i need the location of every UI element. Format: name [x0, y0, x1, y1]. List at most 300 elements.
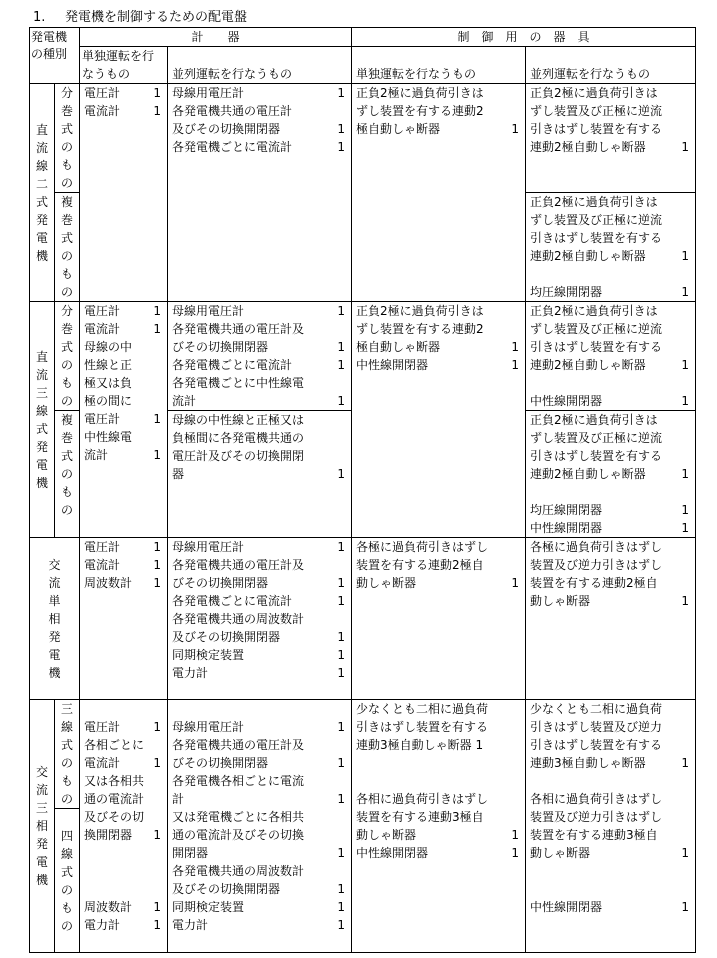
line-text: 負極間に各発電機共通の: [172, 431, 305, 445]
line-text: [84, 702, 88, 716]
line-text: びその切換開閉器: [172, 576, 269, 590]
cell-line: [168, 138, 351, 156]
header-gen-type: 発電機の種別: [30, 28, 80, 84]
line-text: 装置及び逆力引きはずし: [530, 558, 663, 572]
cell-line: [168, 465, 351, 483]
line-text: 電流計: [84, 104, 121, 118]
dc3-compound-parallel-meters: [168, 411, 352, 538]
quantity: 1: [511, 340, 519, 354]
cell-line: [168, 844, 351, 862]
cell-line: [80, 754, 167, 772]
dc2-label: [30, 84, 55, 302]
cell-line: [526, 338, 695, 356]
line-text: 開閉器: [172, 846, 209, 860]
cell-line: [526, 392, 695, 410]
quantity: 1: [681, 358, 689, 372]
cell-line: [168, 120, 351, 138]
line-text: 動しゃ断器: [356, 576, 417, 590]
line-text: 及びその切: [84, 810, 145, 824]
line-text: 引きはずし装置を有する: [530, 340, 663, 354]
line-text: [530, 882, 534, 896]
dc3-compound-label: [55, 411, 80, 538]
cell-line: [526, 754, 695, 772]
line-text: 連動2極自動しゃ断器: [530, 358, 646, 372]
quantity: 1: [681, 394, 689, 408]
line-text: [172, 702, 176, 716]
line-text: 換開閉器: [84, 828, 133, 842]
line-text: [530, 774, 534, 788]
line-text: 連動2極自動しゃ断器: [530, 249, 646, 263]
cell-line: [526, 302, 695, 320]
dc2-compound-label: [55, 193, 80, 302]
line-text: 母線用電圧計: [172, 720, 245, 734]
line-text: 各発電機各相ごとに電流: [172, 774, 305, 788]
vertical-label: 交 流 三 相 発 電 機: [35, 765, 48, 887]
dc2-shunt-parallel-control: [526, 84, 696, 193]
cell-line: [526, 556, 695, 574]
quantity: 1: [337, 792, 345, 806]
quantity: 1: [337, 86, 345, 100]
cell-line: [80, 898, 167, 916]
quantity: 1: [337, 594, 345, 608]
quantity: 1: [153, 756, 161, 770]
line-text: 動しゃ断器: [356, 828, 417, 842]
line-text: 又は発電機ごとに各相共: [172, 810, 305, 824]
dc3-shunt-parallel-control: [526, 302, 696, 411]
cell-line: [526, 592, 695, 610]
cell-line: [168, 574, 351, 592]
quantity: 1: [337, 630, 345, 644]
line-text: [356, 774, 360, 788]
line-text: 母線用電圧計: [172, 86, 245, 100]
vertical-label: 直 流 線 二 式 発 電 機: [35, 122, 48, 263]
cell-line: [80, 700, 167, 718]
line-text: 各相に過負荷引きはずし: [356, 792, 489, 806]
line-text: 電圧計: [84, 720, 121, 734]
quantity: 1: [511, 846, 519, 860]
line-text: 電圧計: [84, 412, 121, 426]
line-text: 極自動しゃ断器: [356, 122, 441, 136]
quantity: 1: [153, 86, 161, 100]
dc2-compound-parallel-control: [526, 193, 696, 302]
cell-line: [352, 320, 525, 338]
line-text: 母線用電圧計: [172, 540, 245, 554]
cell-line: [168, 898, 351, 916]
line-text: 通の電流計及びその切換: [172, 828, 305, 842]
line-text: ずし装置及び正極に逆流: [530, 213, 663, 227]
dc3-shunt-label: [55, 302, 80, 411]
cell-line: [526, 844, 695, 862]
quantity: 1: [337, 140, 345, 154]
line-text: 各発電機共通の電圧計: [172, 104, 293, 118]
cell-line: [526, 574, 695, 592]
cell-line: [168, 754, 351, 772]
cell-line: [80, 356, 167, 374]
cell-line: [526, 102, 695, 120]
cell-line: [168, 429, 351, 447]
cell-line: [352, 302, 525, 320]
line-text: 中性線開閉器: [530, 394, 603, 408]
cell-line: [80, 862, 167, 880]
vertical-label: 複 巻 式 の も の: [60, 413, 73, 517]
line-text: 各発電機ごとに中性線電: [172, 376, 305, 390]
cell-line: [80, 736, 167, 754]
line-text: 装置を有する連動3極自: [356, 810, 484, 824]
cell-line: [168, 862, 351, 880]
dc2-parallel-meters: [168, 84, 352, 302]
quantity: 1: [337, 918, 345, 932]
line-text: [84, 882, 88, 896]
line-text: 及びその切換開閉器: [172, 122, 281, 136]
quantity: 1: [681, 521, 689, 535]
line-text: ずし装置及び正極に逆流: [530, 431, 663, 445]
line-text: 装置及び逆力引きはずし: [530, 810, 663, 824]
line-text: 引きはずし装置を有する: [530, 738, 663, 752]
line-text: 均圧線開閉器: [530, 285, 603, 299]
quantity: 1: [681, 249, 689, 263]
cell-line: [352, 574, 525, 592]
line-text: 電流計: [84, 322, 121, 336]
cell-line: [80, 808, 167, 826]
line-text: ずし装置を有する連動2: [356, 322, 484, 336]
header-parallel-control: 並列運転を行なうもの: [526, 47, 696, 84]
line-text: 引きはずし装置及び逆力: [530, 720, 663, 734]
quantity: 1: [337, 304, 345, 318]
line-text: 引きはずし装置を有する: [530, 231, 663, 245]
line-text: 各発電機ごとに電流計: [172, 140, 293, 154]
quantity: 1: [153, 720, 161, 734]
cell-line: [526, 501, 695, 519]
vertical-label: 交 流 単 相 発 電 機: [48, 557, 61, 680]
cell-line: [80, 772, 167, 790]
cell-line: [352, 84, 525, 102]
vertical-label: 直 流 三 線 式 発 電 機: [35, 349, 48, 490]
vertical-label: 複 巻 式 の も の: [60, 195, 73, 299]
quantity: 1: [337, 340, 345, 354]
line-text: 中性線開閉器: [356, 358, 429, 372]
cell-line: [352, 844, 525, 862]
line-text: 電流計: [84, 756, 121, 770]
line-text: 各極に過負荷引きはずし: [530, 540, 663, 554]
dc3-single-meters: [80, 302, 168, 538]
cell-line: [80, 320, 167, 338]
title-number: 1.: [33, 10, 46, 25]
vertical-label: 分 巻 式 の も の: [60, 86, 73, 190]
line-text: 装置を有する連動2極自: [530, 576, 658, 590]
cell-line: [526, 862, 695, 880]
line-text: 及びその切換開閉器: [172, 630, 281, 644]
line-text: 正負2極に過負荷引きは: [530, 413, 658, 427]
cell-line: [352, 356, 525, 374]
cell-line: [168, 302, 351, 320]
line-text: 正負2極に過負荷引きは: [356, 86, 484, 100]
quantity: 1: [337, 756, 345, 770]
line-text: 均圧線開閉器: [530, 503, 603, 517]
cell-line: [168, 374, 351, 392]
line-text: 通の電流計: [84, 792, 145, 806]
cell-line: [168, 736, 351, 754]
cell-line: [80, 374, 167, 392]
quantity: 1: [681, 467, 689, 481]
switchboard-table: [29, 27, 696, 953]
cell-line: [526, 193, 695, 211]
cell-line: [526, 826, 695, 844]
cell-line: [168, 718, 351, 736]
line-text: 引きはずし装置を有する: [530, 122, 663, 136]
line-text: 電圧計: [84, 86, 121, 100]
quantity: 1: [153, 900, 161, 914]
quantity: 1: [511, 576, 519, 590]
line-text: 性線と正: [84, 358, 133, 372]
cell-line: [526, 447, 695, 465]
cell-line: [526, 411, 695, 429]
quantity: 1: [153, 412, 161, 426]
ac3-label: [30, 700, 55, 953]
ac1-parallel-meters: [168, 538, 352, 700]
quantity: 1: [511, 828, 519, 842]
cell-line: [526, 465, 695, 483]
cell-line: [168, 392, 351, 410]
line-text: 各発電機共通の周波数計: [172, 864, 305, 878]
line-text: [84, 864, 88, 878]
quantity: 1: [337, 666, 345, 680]
cell-line: [352, 538, 525, 556]
dc3-shunt-parallel-meters: [168, 302, 352, 411]
cell-line: [352, 736, 525, 754]
line-text: [356, 756, 360, 770]
quantity: 1: [511, 122, 519, 136]
ac3-single-control: [352, 700, 526, 953]
header-meters: 計 器: [80, 28, 352, 47]
cell-line: [526, 736, 695, 754]
cell-line: [168, 338, 351, 356]
ac3-parallel-meters: [168, 700, 352, 953]
line-text: 各相ごとに: [84, 738, 145, 752]
line-text: 装置を有する連動2極自: [356, 558, 484, 572]
cell-line: [526, 265, 695, 283]
line-text: [530, 376, 534, 390]
line-text: ずし装置を有する連動2: [356, 104, 484, 118]
line-text: 動しゃ断器: [530, 594, 591, 608]
cell-line: [168, 592, 351, 610]
line-text: 動しゃ断器: [530, 846, 591, 860]
dc3-single-control: [352, 302, 526, 538]
cell-line: [526, 229, 695, 247]
cell-line: [352, 772, 525, 790]
line-text: 中性線電: [84, 430, 133, 444]
line-text: 母線の中: [84, 340, 133, 354]
cell-line: [526, 538, 695, 556]
line-text: 各相に過負荷引きはずし: [530, 792, 663, 806]
ac1-single-control: [352, 538, 526, 700]
line-text: 電力計: [172, 666, 209, 680]
cell-line: [526, 718, 695, 736]
cell-line: [352, 718, 525, 736]
quantity: 1: [681, 756, 689, 770]
line-text: 計: [172, 792, 185, 806]
cell-line: [526, 120, 695, 138]
ac3-three-wire-label: [55, 700, 80, 809]
line-text: 連動3極自動しゃ断器 1: [356, 738, 484, 752]
line-text: 極又は負: [84, 376, 133, 390]
line-text: 流計: [172, 394, 197, 408]
cell-line: [526, 700, 695, 718]
dc2-shunt-label: [55, 84, 80, 193]
header-parallel-meters: 並列運転を行なうもの: [168, 47, 352, 84]
cell-line: [80, 790, 167, 808]
cell-line: [80, 302, 167, 320]
line-text: 少なくとも二相に過負荷: [530, 702, 663, 716]
line-text: びその切換開閉器: [172, 756, 269, 770]
cell-line: [168, 556, 351, 574]
cell-line: [80, 538, 167, 556]
ac3-single-meters: [80, 700, 168, 953]
cell-line: [168, 808, 351, 826]
dc2-single-control: [352, 84, 526, 302]
cell-line: [526, 374, 695, 392]
cell-line: [80, 574, 167, 592]
line-text: [530, 267, 534, 281]
line-text: 正負2極に過負荷引きは: [530, 304, 658, 318]
cell-line: [526, 211, 695, 229]
line-text: 各発電機ごとに電流計: [172, 358, 293, 372]
cell-line: [526, 483, 695, 501]
line-text: 中性線開閉器: [530, 521, 603, 535]
header-single-control: 単独運転を行なうもの: [352, 47, 526, 84]
line-text: 連動2極自動しゃ断器: [530, 467, 646, 481]
cell-line: [168, 664, 351, 682]
cell-line: [526, 429, 695, 447]
cell-line: [526, 84, 695, 102]
cell-line: [168, 772, 351, 790]
quantity: 1: [153, 540, 161, 554]
quantity: 1: [337, 540, 345, 554]
quantity: 1: [337, 882, 345, 896]
line-text: 各発電機共通の周波数計: [172, 612, 305, 626]
line-text: 少なくとも二相に過負荷: [356, 702, 489, 716]
cell-line: [168, 700, 351, 718]
quantity: 1: [681, 140, 689, 154]
line-text: 正負2極に過負荷引きは: [530, 86, 658, 100]
quantity: 1: [681, 846, 689, 860]
line-text: ずし装置及び正極に逆流: [530, 322, 663, 336]
cell-line: [168, 411, 351, 429]
line-text: 電圧計及びその切換開閉: [172, 449, 305, 463]
cell-line: [168, 628, 351, 646]
header-single-meters: 単独運転を行なうもの: [80, 47, 168, 84]
cell-line: [80, 338, 167, 356]
quantity: 1: [511, 358, 519, 372]
quantity: 1: [681, 503, 689, 517]
cell-line: [352, 754, 525, 772]
vertical-label: 分 巻 式 の も の: [60, 304, 73, 408]
cell-line: [80, 916, 167, 934]
cell-line: [526, 320, 695, 338]
line-text: 電流計: [84, 558, 121, 572]
quantity: 1: [681, 594, 689, 608]
quantity: 1: [337, 358, 345, 372]
line-text: 装置を有する連動3極自: [530, 828, 658, 842]
cell-line: [526, 898, 695, 916]
cell-line: [526, 790, 695, 808]
document-title: [33, 9, 247, 27]
ac1-single-meters: [80, 538, 168, 700]
line-text: 各極に過負荷引きはずし: [356, 540, 489, 554]
line-text: 引きはずし装置を有する: [356, 720, 489, 734]
cell-line: [80, 826, 167, 844]
cell-line: [352, 556, 525, 574]
line-text: 極の間に: [84, 394, 133, 408]
quantity: 1: [337, 720, 345, 734]
quantity: 1: [337, 576, 345, 590]
line-text: ずし装置及び正極に逆流: [530, 104, 663, 118]
quantity: 1: [153, 576, 161, 590]
line-text: 電圧計: [84, 540, 121, 554]
line-text: 各発電機共通の電圧計及: [172, 738, 305, 752]
cell-line: [352, 120, 525, 138]
quantity: 1: [153, 304, 161, 318]
line-text: 正負2極に過負荷引きは: [530, 195, 658, 209]
cell-line: [168, 880, 351, 898]
cell-line: [80, 102, 167, 120]
cell-line: [526, 519, 695, 537]
cell-line: [168, 826, 351, 844]
cell-line: [526, 138, 695, 156]
cell-line: [80, 392, 167, 410]
quantity: 1: [153, 828, 161, 842]
cell-line: [80, 880, 167, 898]
cell-line: [80, 410, 167, 428]
line-text: 正負2極に過負荷引きは: [356, 304, 484, 318]
line-text: 各発電機共通の電圧計及: [172, 322, 305, 336]
line-text: 電圧計: [84, 304, 121, 318]
cell-line: [352, 338, 525, 356]
line-text: 又は各相共: [84, 774, 145, 788]
line-text: [84, 846, 88, 860]
quantity: 1: [153, 104, 161, 118]
quantity: 1: [337, 122, 345, 136]
ac3-four-wire-label: [55, 809, 80, 953]
ac1-parallel-control: [526, 538, 696, 700]
cell-line: [168, 320, 351, 338]
cell-line: [80, 446, 167, 464]
quantity: 1: [153, 448, 161, 462]
quantity: 1: [337, 900, 345, 914]
cell-line: [352, 808, 525, 826]
cell-line: [352, 826, 525, 844]
line-text: 各発電機共通の電圧計及: [172, 558, 305, 572]
line-text: 周波数計: [84, 900, 133, 914]
cell-line: [526, 808, 695, 826]
line-text: 母線用電圧計: [172, 304, 245, 318]
line-text: [530, 864, 534, 878]
line-text: 電力計: [84, 918, 121, 932]
cell-line: [80, 844, 167, 862]
dc3-compound-parallel-control: [526, 411, 696, 538]
quantity: 1: [337, 394, 345, 408]
line-text: 極自動しゃ断器: [356, 340, 441, 354]
cell-line: [168, 790, 351, 808]
cell-line: [526, 247, 695, 265]
line-text: 連動2極自動しゃ断器: [530, 140, 646, 154]
line-text: 電力計: [172, 918, 209, 932]
quantity: 1: [153, 918, 161, 932]
line-text: [530, 485, 534, 499]
ac1-label: [30, 538, 80, 700]
cell-line: [168, 916, 351, 934]
cell-line: [352, 790, 525, 808]
dc3-label: [30, 302, 55, 538]
